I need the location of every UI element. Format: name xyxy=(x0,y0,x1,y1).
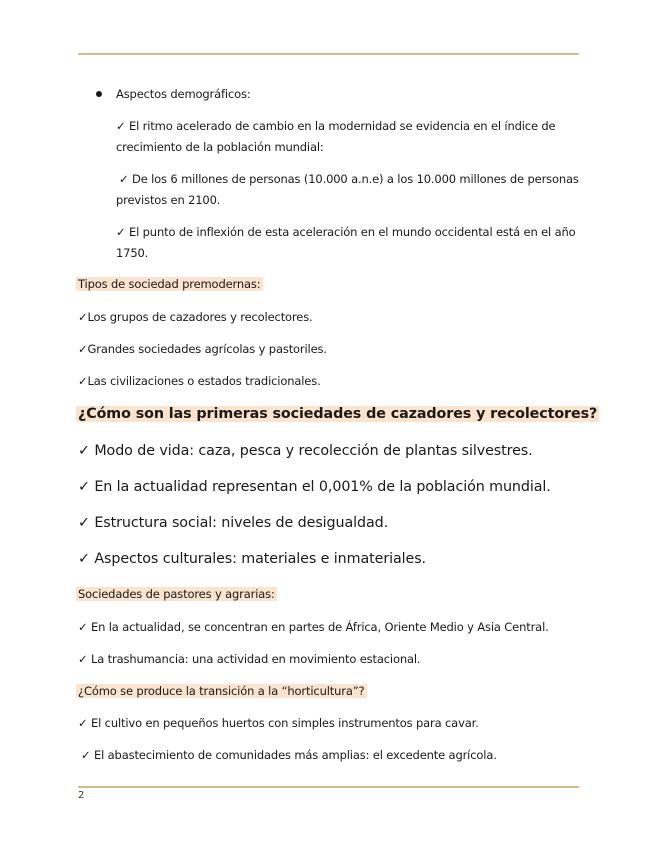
pastoral-item: ✓ La trashumancia: una actividad en movimiento estacional. xyxy=(78,652,421,666)
premodern-heading: Tipos de sociedad premodernas: xyxy=(78,277,261,291)
premodern-item: ✓Grandes sociedades agrícolas y pastoriles. xyxy=(78,342,327,356)
demographics-p1-line1: ✓ El ritmo acelerado de cambio en la modernidad se evidencia en el índice de xyxy=(116,119,556,133)
demographics-p3-line2: 1750. xyxy=(116,246,149,260)
horticulture-item: ✓ El abastecimiento de comunidades más amplias: el excedente agrícola. xyxy=(81,748,497,762)
horticulture-item: ✓ El cultivo en pequeños huertos con simples instrumentos para cavar. xyxy=(78,716,479,730)
demographics-p2-line2: previstos en 2100. xyxy=(116,193,221,207)
hunters-item: ✓ Modo de vida: caza, pesca y recolección de plantas silvestres. xyxy=(78,443,533,459)
pastoral-heading: Sociedades de pastores y agrarias: xyxy=(78,587,275,601)
demographics-p3-line1: ✓ El punto de inflexión de esta aceleración en el mundo occidental está en el año xyxy=(116,225,576,239)
demographics-p1-line2: crecimiento de la población mundial: xyxy=(116,140,324,154)
hunters-item: ✓ En la actualidad representan el 0,001% de la población mundial. xyxy=(78,479,551,495)
horticulture-heading: ¿Cómo se produce la transición a la “horticultura”? xyxy=(78,684,365,698)
premodern-item: ✓Los grupos de cazadores y recolectores. xyxy=(78,310,313,324)
demographics-label: Aspectos demográficos: xyxy=(116,87,251,101)
hunters-heading: ¿Cómo son las primeras sociedades de cazadores y recolectores? xyxy=(78,406,598,422)
premodern-item: ✓Las civilizaciones o estados tradicionales. xyxy=(78,374,321,388)
footer-rule xyxy=(78,786,579,788)
hunters-item: ✓ Aspectos culturales: materiales e inmateriales. xyxy=(78,551,427,567)
bullet-dot xyxy=(96,91,102,97)
pastoral-item: ✓ En la actualidad, se concentran en partes de África, Oriente Medio y Asia Central. xyxy=(78,620,549,634)
demographics-p2-line1: ✓ De los 6 millones de personas (10.000 a.n.e) a los 10.000 millones de personas xyxy=(119,172,579,186)
page-number: 2 xyxy=(78,790,85,801)
hunters-item: ✓ Estructura social: niveles de desigualdad. xyxy=(78,515,389,531)
header-rule xyxy=(78,53,579,55)
